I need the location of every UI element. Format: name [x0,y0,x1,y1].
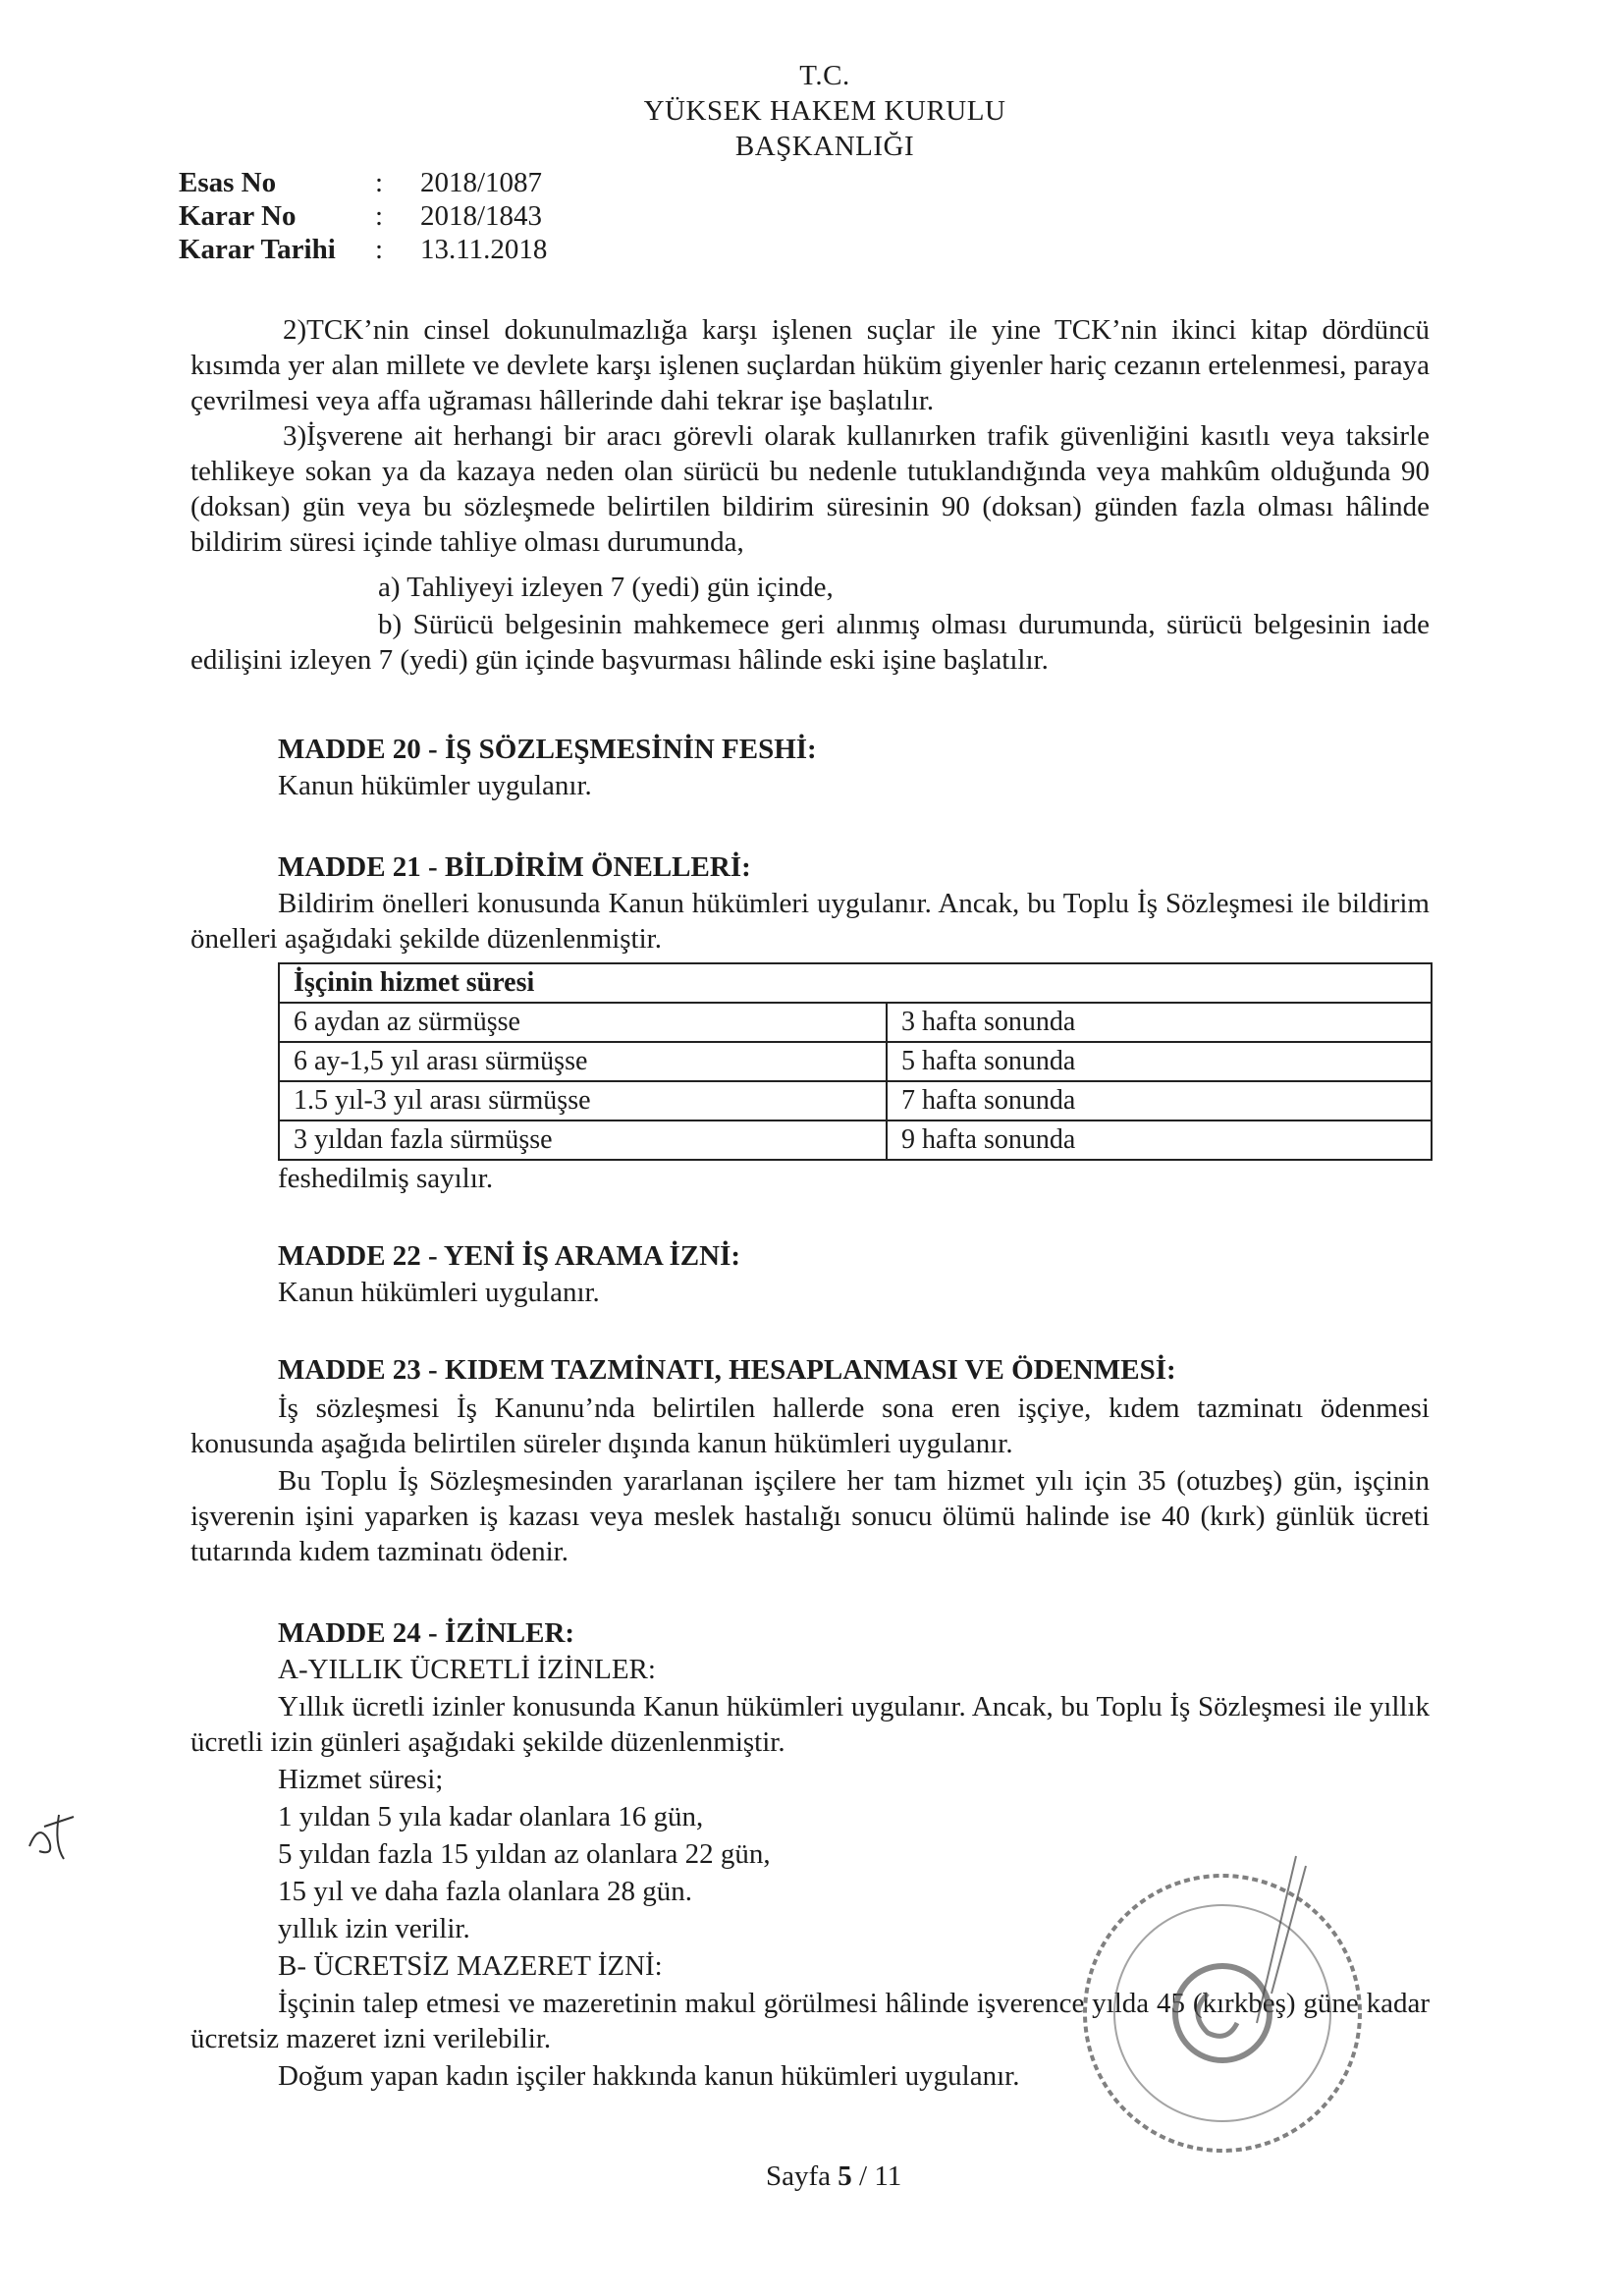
madde-21-after: feshedilmiş sayılır. [278,1163,494,1194]
item-a: a) Tahliyeyi izleyen 7 (yedi) gün içinde, [378,572,834,603]
item-b: b) Sürücü belgesinin mahkemece geri alınmış olması durumunda, sürücü belgesinin iade edilişini izleyen 7 (yedi) gün içinde başvurması hâlinde eski işine başlatılır. [190,609,1430,676]
birth-leave-text: Doğum yapan kadın işçiler hakkında kanun hükümleri uygulanır. [278,2060,1020,2092]
duration-cell: 6 ay-1,5 yıl arası sürmüşse [279,1042,887,1081]
table-row [279,1121,1432,1160]
meta-value: 13.11.2018 [420,234,548,265]
meta-label: Esas No [179,167,277,198]
madde-24-b-text: İşçinin talep etmesi ve mazeretinin makul görülmesi hâlinde işverence yılda 45 (kırkbeş) güne kadar ücretsiz mazeret izni verilebilir. [190,1988,1430,2054]
madde-24-sub-a: A-YILLIK ÜCRETLİ İZİNLER: [278,1654,656,1685]
meta-sep: : [375,167,384,198]
madde-23-p2: Bu Toplu İş Sözleşmesinden yararlanan işçilere her tam hizmet yılı için 35 (otuzbeş) gün, işçinin işverenin işini yaparken iş kazası veya meslek hastalığı sonucu ölümü halinde ise 40 (kırk) günlük ücreti tutarında kıdem tazminatı ödenir. [190,1465,1430,1567]
notice-cell: 3 hafta sonunda [887,1003,1432,1042]
page-sep: / [859,2160,868,2192]
leave-item: 15 yıl ve daha fazla olanlara 28 gün. [278,1876,692,1907]
header-institution: YÜKSEK HAKEM KURULU [643,95,1006,127]
leave-item: 5 yıldan fazla 15 yıldan az olanlara 22 gün, [278,1838,771,1870]
meta-tarih [179,234,547,265]
meta-value: 2018/1087 [420,167,543,198]
duration-cell: 1.5 yıl-3 yıl arası sürmüşse [279,1081,887,1121]
table-row [279,1081,1432,1121]
duration-cell: 6 aydan az sürmüşse [279,1003,887,1042]
table-header-cell: İşçinin hizmet süresi [279,963,1432,1003]
paragraph-2: 2)TCK’nin cinsel dokunulmazlığa karşı işlenen suçlar ile yine TCK’nin ikinci kitap dördüncü kısımda yer alan millete ve devlete karşı işlenen suçlardan hüküm giyenler hariç cezanın ertelenmesi, paraya çevrilmesi veya affa uğraması hâllerinde dahi tekrar işe başlatılır. [190,314,1430,416]
header-presidency: BAŞKANLIĞI [734,131,915,162]
madde-20-text: Kanun hükümler uygulanır. [278,770,592,801]
paragraph-3: 3)İşverene ait herhangi bir aracı görevli olarak kullanırken trafik güvenliğini kasıtlı veya taksirle tehlikeye sokan ya da kazaya neden olan sürücü bu nedenle tutuklandığında veya mahkûm olduğunda 90 (doksan) gün veya bu sözleşmede belirtilen bildirim süresinin 90 (doksan) günden fazla olması hâlinde bildirim süresi içinde tahliye olması durumunda, [190,420,1430,558]
meta-sep: : [375,234,384,265]
page-total: 11 [874,2160,902,2192]
notice-cell: 5 hafta sonunda [887,1042,1432,1081]
meta-label: Karar No [179,200,297,232]
meta-esas [179,167,542,198]
notice-cell: 9 hafta sonunda [887,1121,1432,1160]
meta-label: Karar Tarihi [179,234,336,265]
page-number [766,2160,901,2193]
madde-24-sub-b: B- ÜCRETSİZ MAZERET İZNİ: [278,1950,663,1982]
notice-period-table [278,962,1433,1161]
margin-signature-mark [20,1807,88,1866]
notice-cell: 7 hafta sonunda [887,1081,1432,1121]
madde-21-title: MADDE 21 - BİLDİRİM ÖNELLERİ: [278,851,751,883]
service-label: Hizmet süresi; [278,1764,444,1795]
leave-given: yıllık izin verilir. [278,1913,470,1944]
madde-20-title: MADDE 20 - İŞ SÖZLEŞMESİNİN FESHİ: [278,734,817,765]
header-tc: T.C. [799,60,850,91]
meta-sep: : [375,200,384,232]
meta-karar [179,200,542,232]
official-seal-stamp [1060,1846,1384,2170]
table-header-row [279,963,1432,1003]
leave-item: 1 yıldan 5 yıla kadar olanlara 16 gün, [278,1801,704,1832]
table-row [279,1042,1432,1081]
page-prefix: Sayfa [766,2160,832,2192]
madde-24-a-text: Yıllık ücretli izinler konusunda Kanun hükümleri uygulanır. Ancak, bu Toplu İş Sözleşmesi ile yıllık ücretli izin günleri aşağıdaki şekilde düzenlenmiştir. [190,1691,1430,1758]
madde-24-title: MADDE 24 - İZİNLER: [278,1617,575,1649]
madde-23-title: MADDE 23 - KIDEM TAZMİNATI, HESAPLANMASI VE ÖDENMESİ: [278,1354,1176,1386]
madde-22-text: Kanun hükümleri uygulanır. [278,1277,600,1308]
table-row [279,1003,1432,1042]
madde-21-text: Bildirim önelleri konusunda Kanun hükümleri uygulanır. Ancak, bu Toplu İş Sözleşmesi ile bildirim önelleri aşağıdaki şekilde düzenlenmiştir. [190,888,1430,955]
page-current: 5 [838,2160,852,2192]
duration-cell: 3 yıldan fazla sürmüşse [279,1121,887,1160]
madde-23-p1: İş sözleşmesi İş Kanunu’nda belirtilen hallerde sona eren işçiye, kıdem tazminatı ödenmesi konusunda aşağıda belirtilen süreler dışında kanun hükümleri uygulanır. [190,1393,1430,1459]
madde-22-title: MADDE 22 - YENİ İŞ ARAMA İZNİ: [278,1240,741,1272]
meta-value: 2018/1843 [420,200,543,232]
